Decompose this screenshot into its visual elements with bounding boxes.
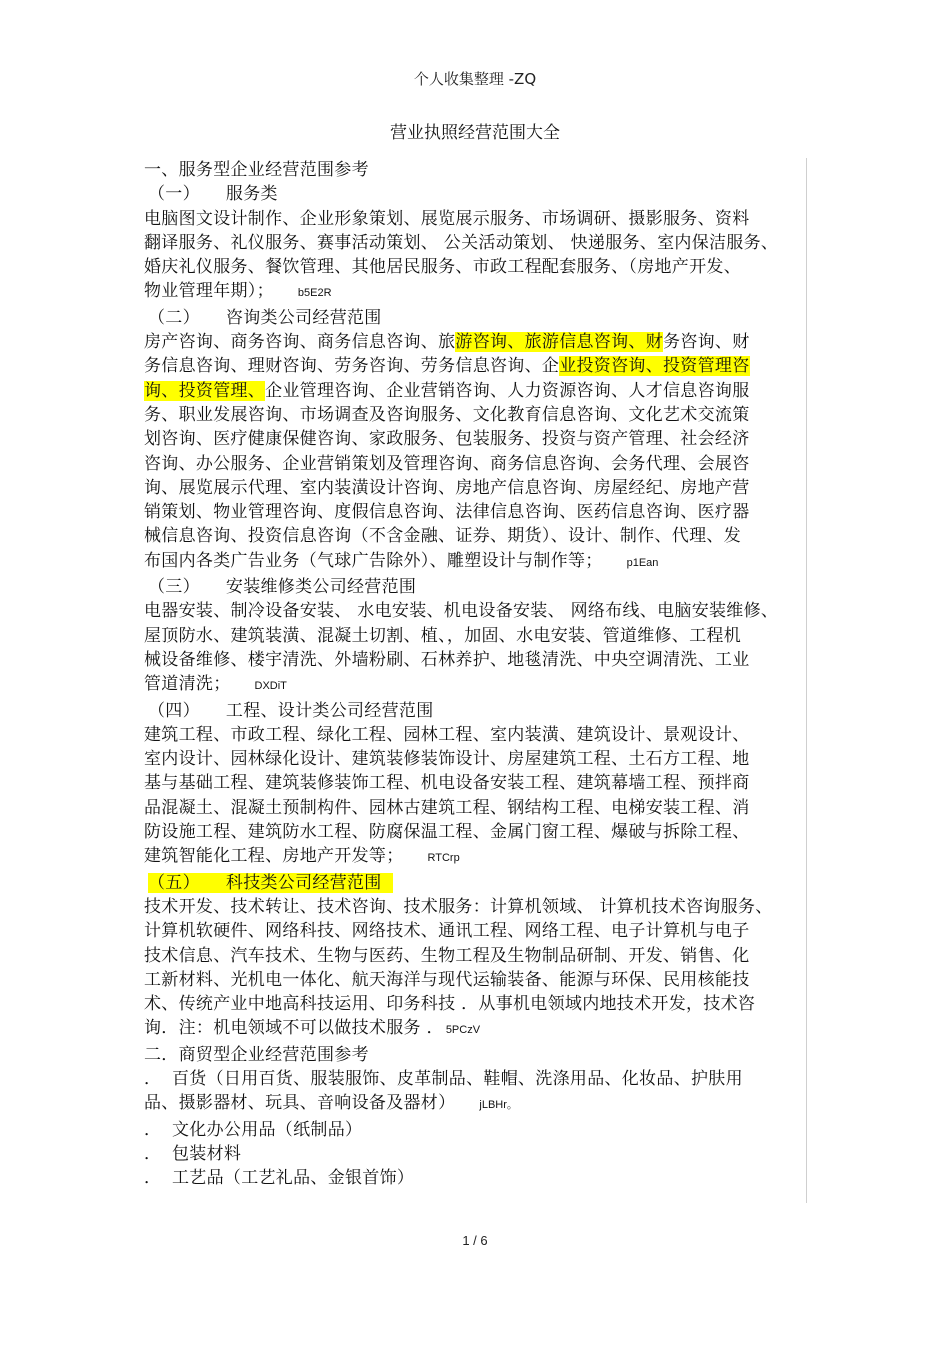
section-1-line: 翻译服务、礼仪服务、赛事活动策划、 公关活动策划、 快递服务、室内保洁服务、 [144,232,779,253]
section-4-line: 室内设计、园林绿化设计、建筑装修装饰设计、房屋建筑工程、土石方工程、地 [144,749,750,770]
highlighted-text: 询、投资管理、 [144,380,266,401]
section-3-line: 管道清洗； DXDiT [144,674,287,695]
highlighted-text: （五） 科技类公司经营范围 [148,873,393,893]
section-1-line: 婚庆礼仪服务、餐饮管理、其他居民服务、市政工程配套服务、（房地产开发、 [144,257,741,278]
section-5-heading [144,871,804,895]
page-number: 1 / 6 [462,1233,488,1248]
section-3-line: 械设备维修、楼宇清洗、外墙粉刷、石林养护、地毯清洗、中央空调清洗、工业 [144,649,750,670]
section-2-line: 销策划、物业管理咨询、度假信息咨询、法律信息咨询、医药信息咨询、医疗器 [144,502,750,523]
section-2-line: 务信息咨询、理财咨询、劳务咨询、劳务信息咨询、企业投资咨询、投资管理咨 [144,356,750,377]
ref-code: 5PCzV [445,1024,481,1037]
part2-item: ． 百货（日用百货、服装服饰、皮革制品、鞋帽、洗涤用品、化妆品、护肤用 [144,1068,743,1089]
document-title: 营业执照经营范围大全 [390,123,560,143]
section-2-line: 房产咨询、商务咨询、商务信息咨询、旅游咨询、旅游信息咨询、财务咨询、财 [144,332,750,353]
section-5-line: 技术信息、汽车技术、生物与医药、生物工程及生物制品研制、开发、销售、化 [144,945,750,966]
ref-code: b5E2R [297,287,332,300]
highlighted-text: 业投资咨询、投资管理咨 [559,356,750,377]
section-2-line: 咨询、办公服务、企业营销策划及管理咨询、商务信息咨询、会务代理、会展咨 [144,453,750,474]
ref-code: jLBHr。 [479,1099,518,1112]
section-5-line: 询．注：机电领域不可以做技术服务 ． 5PCzV [144,1018,481,1039]
part2-item: ． 工艺品（工艺礼品、金银首饰） [144,1168,415,1189]
section-1-line: 物业管理年期）； b5E2R [144,281,332,302]
ref-code: p1Ean [626,556,659,569]
section-2-heading: （二） 咨询类公司经营范围 [148,307,382,328]
section-4-line: 建筑智能化工程、房地产开发等； RTCrp [144,846,460,867]
margin-divider [806,158,807,1203]
highlighted-text: 游咨询、旅游信息咨询、财 [455,332,664,353]
section-2-line: 务、职业发展咨询、市场调查及咨询服务、文化教育信息咨询、文化艺术交流策 [144,404,750,425]
ref-code: DXDiT [254,680,287,693]
section-2-line: 询、投资管理、企业管理咨询、企业营销咨询、人力资源咨询、人才信息咨询服 [144,380,750,401]
section-4-line: 基与基础工程、建筑装修装饰工程、机电设备安装工程、建筑幕墙工程、预拌商 [144,773,750,794]
section-2-line: 划咨询、医疗健康保健咨询、家政服务、包装服务、投资与资产管理、社会经济 [144,429,750,450]
part2-item: ． 包装材料 [144,1143,242,1164]
part1-heading: 一、服务型企业经营范围参考 [144,160,369,180]
section-2-line: 布国内各类广告业务（气球广告除外）、雕塑设计与制作等； p1Ean [144,550,659,571]
section-5-line: 计算机软硬件、网络科技、网络技术、通讯工程、网络工程、电子计算机与电子 [144,921,750,942]
section-3-line: 电器安装、制冷设备安装、 水电安装、机电设备安装、 网络布线、电脑安装维修、 [144,601,779,622]
section-4-line: 品混凝土、混凝土预制构件、园林古建筑工程、钢结构工程、电梯安装工程、消 [144,797,750,818]
part2-item: 品、摄影器材、玩具、音响设备及器材） jLBHr。 [144,1093,518,1114]
section-5-line: 工新材料、光机电一体化、航天海洋与现代运输装备、能源与环保、民用核能技 [144,969,750,990]
section-2-line: 询、展览展示代理、室内装潢设计咨询、房地产信息咨询、房屋经纪、房地产营 [144,477,750,498]
page-header: 个人收集整理 -ZQ [413,70,537,88]
section-4-line: 防设施工程、建筑防水工程、防腐保温工程、金属门窗工程、爆破与拆除工程、 [144,822,750,843]
section-5-line: 术、传统产业中地高科技运用、印务科技 ．从事机电领域内地技术开发，技术咨 [144,994,756,1015]
section-1-heading: （一） 服务类 [148,184,278,205]
section-5-line: 技术开发、技术转让、技术咨询、技术服务：计算机领域、 计算机技术咨询服务、 [144,896,773,917]
section-3-line: 屋顶防水、建筑装潢、混凝土切割、植、，加固、水电安装、管道维修、工程机 [144,625,741,646]
section-1-line: 电脑图文设计制作、企业形象策划、展览展示服务、市场调研、摄影服务、资料 [144,208,750,229]
document-body [144,158,804,1190]
part2-item: ． 文化办公用品（纸制品） [144,1119,363,1140]
section-2-line: 械信息咨询、投资信息咨询（不含金融、证券、期货）、设计、制作、代理、发 [144,526,741,547]
section-4-heading: （四） 工程、设计类公司经营范围 [148,700,434,721]
part2-heading: 二．商贸型企业经营范围参考 [144,1044,369,1065]
section-4-line: 建筑工程、市政工程、绿化工程、园林工程、室内装潢、建筑设计、景观设计、 [144,724,750,745]
section-3-heading: （三） 安装维修类公司经营范围 [148,577,417,598]
ref-code: RTCrp [427,852,460,865]
